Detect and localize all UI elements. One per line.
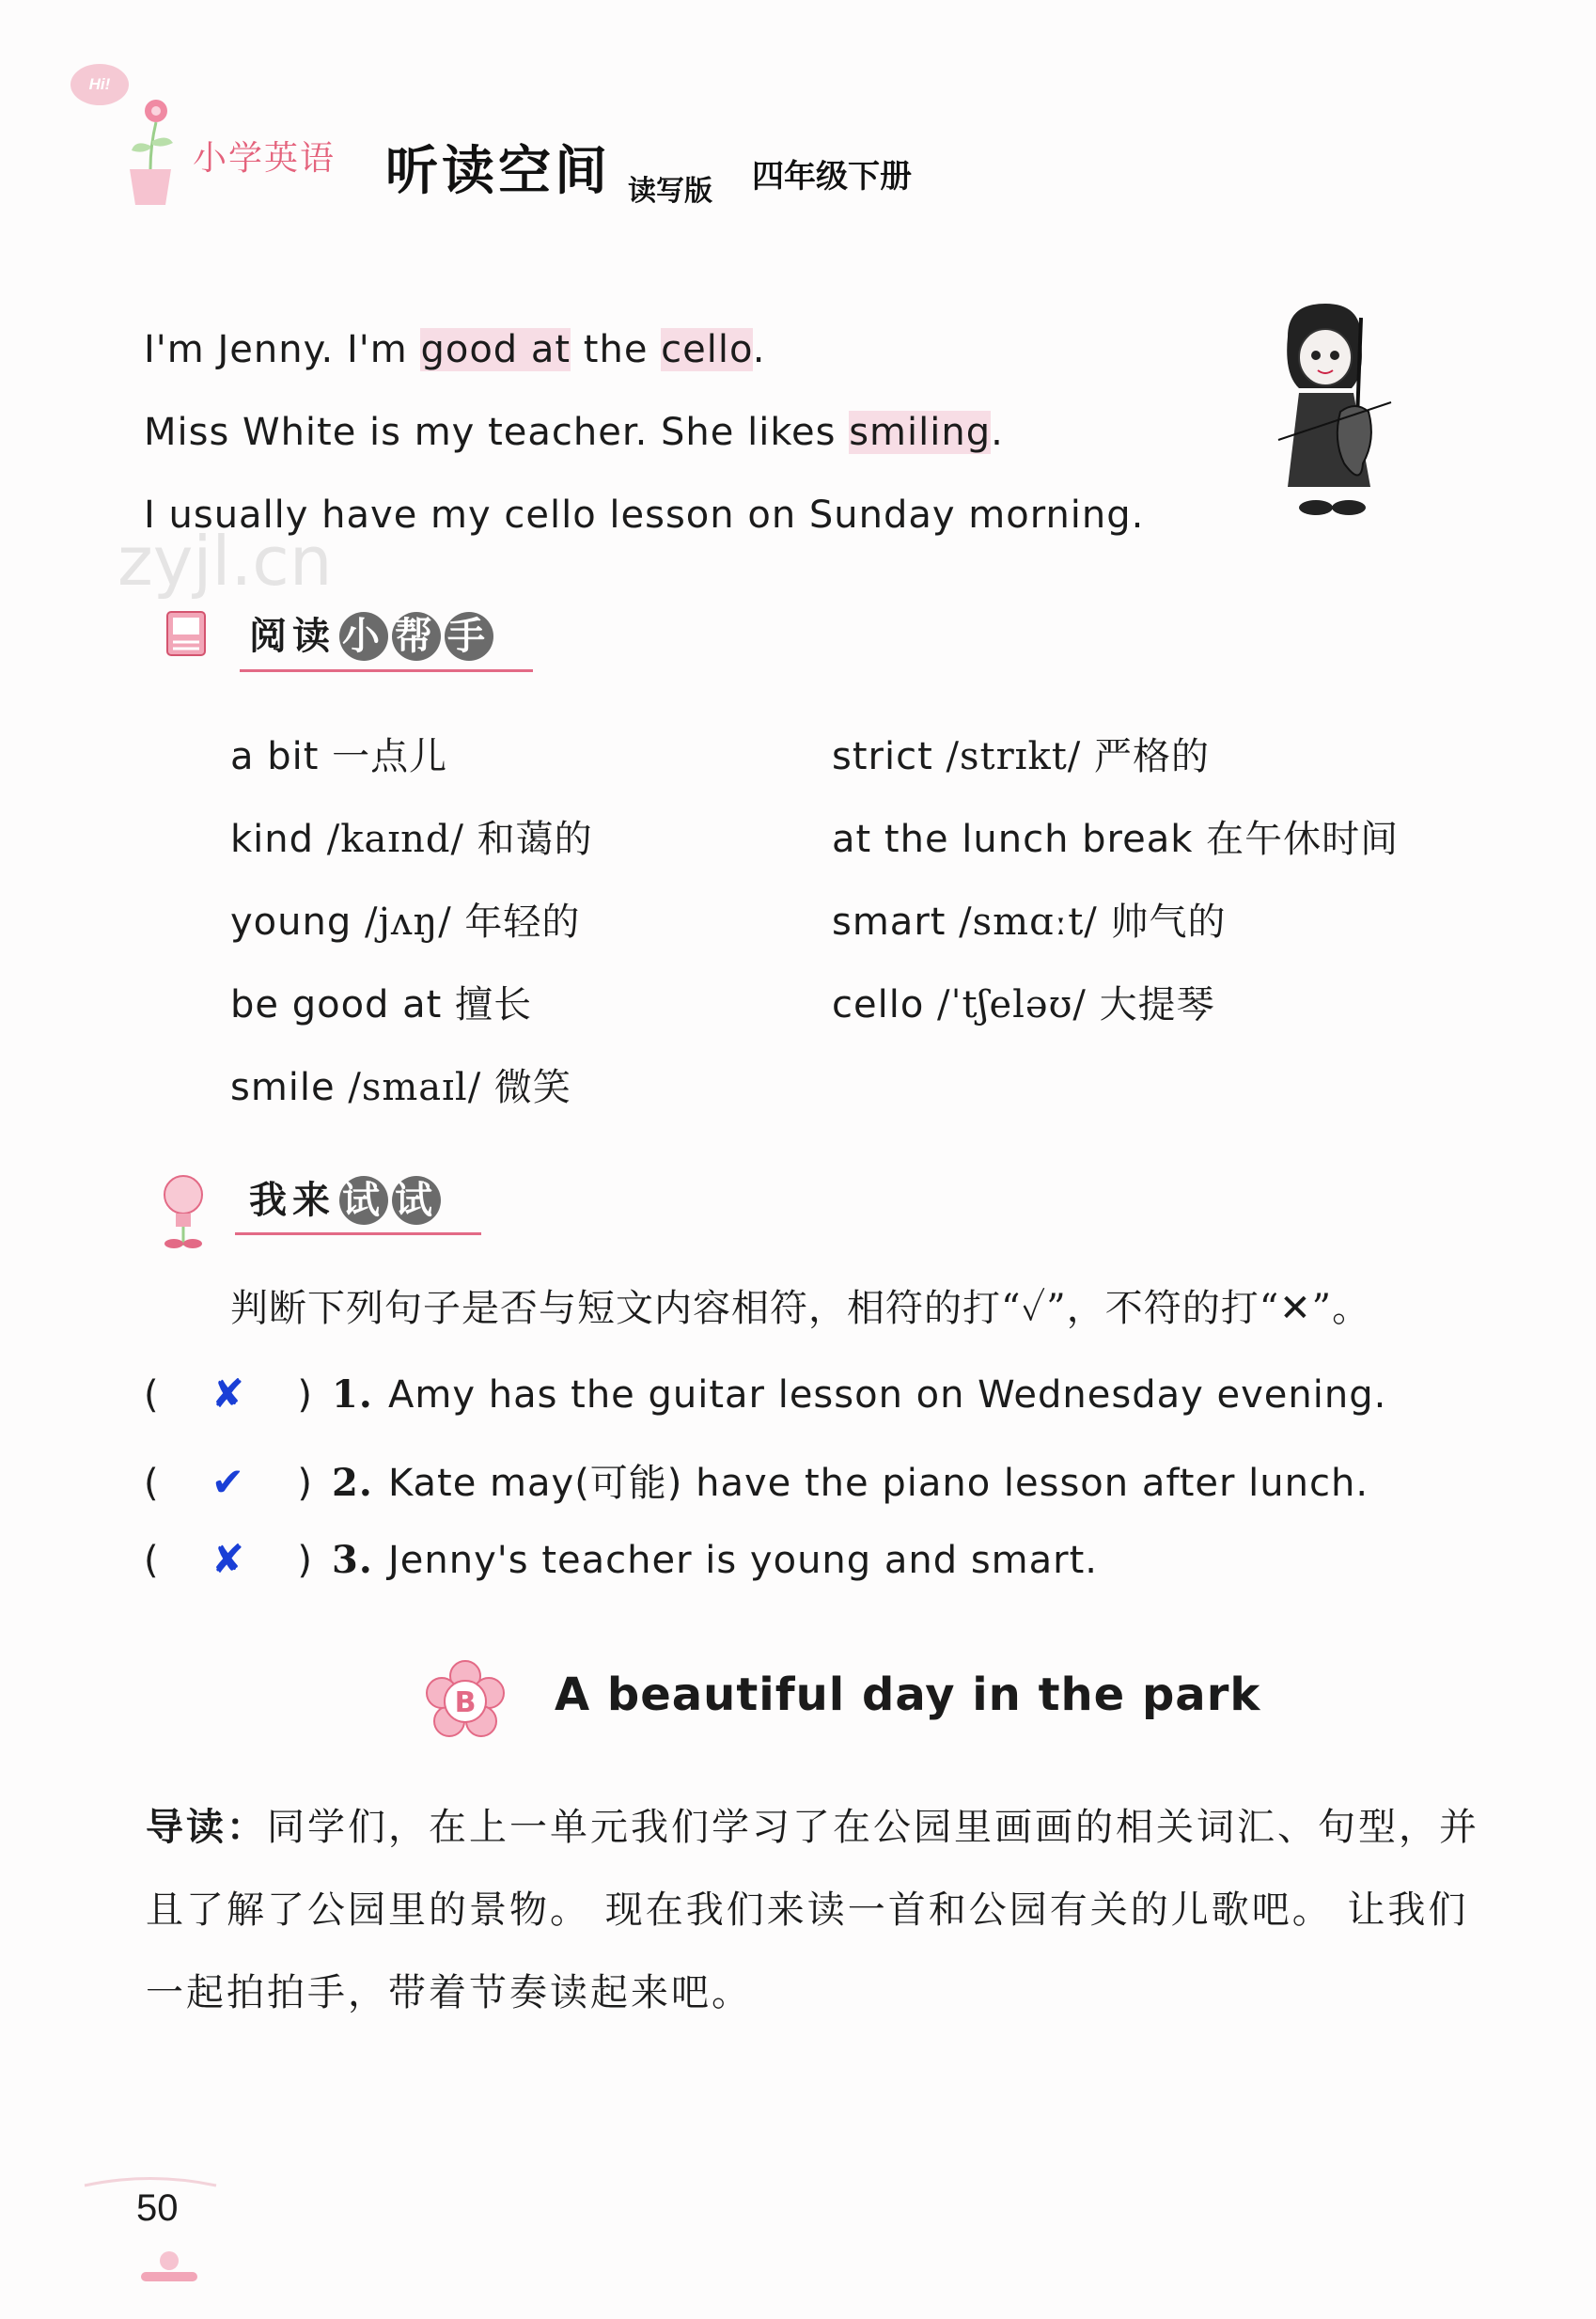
vocab-item: kind /kaɪnd/ 和蔼的 xyxy=(230,818,593,861)
exercise-item-1: ( ✘ ) 1. Amy has the guitar lesson on Wednesday evening. xyxy=(144,1371,1387,1417)
vocab-item: smart /smɑːt/ 帅气的 xyxy=(832,901,1227,944)
exercise-item-2: ( ✔ ) 2. Kate may(可能) have the piano lesson after lunch. xyxy=(144,1459,1369,1505)
vocab-item: be good at 擅长 xyxy=(230,983,533,1026)
guide-text: 同学们，在上一单元我们学习了在公园里画画的相关词汇、句型，并且了解了公园里的景物。 现在我们来读一首和公园有关的儿歌吧。 让我们一起拍拍手，带着节奏读起来吧。 xyxy=(146,1806,1479,2014)
section-underline xyxy=(235,1232,481,1235)
girl-playing-cello-illustration xyxy=(1250,299,1400,525)
edition-label: 读写版 xyxy=(628,175,712,208)
flower-pot-icon xyxy=(122,94,179,207)
watermark: zyjl.cn xyxy=(117,522,333,601)
lightbulb-icon xyxy=(155,1170,211,1255)
book-icon xyxy=(160,606,216,663)
try-section-title: 我来 试 试 xyxy=(249,1170,441,1225)
book-brand-title: 听读空间 xyxy=(385,141,611,202)
vocab-item: young /jʌŋ/ 年轻的 xyxy=(230,901,581,944)
title-badge: 试 xyxy=(339,1176,388,1225)
guide-label: 导读： xyxy=(146,1805,267,1849)
svg-text:B: B xyxy=(454,1686,477,1719)
vocab-item: strict /strɪkt/ 严格的 xyxy=(832,735,1210,778)
section-b-flower-badge xyxy=(423,1659,508,1744)
title-badge: 手 xyxy=(445,612,493,661)
vocab-list-left xyxy=(230,727,593,1140)
exercise-instruction: 判断下列句子是否与短文内容相符，相符的打“✓”，不符的打“✕”。 xyxy=(230,1287,1371,1330)
vocab-list-right xyxy=(832,727,1399,1058)
grade-label: 四年级下册 xyxy=(752,158,912,196)
title-badge: 试 xyxy=(392,1176,441,1225)
vocab-item: smile /smaɪl/ 微笑 xyxy=(230,1066,571,1109)
vocab-item: cello /ˈtʃeləʊ/ 大提琴 xyxy=(832,983,1215,1026)
exercise-item-3: ( ✘ ) 3. Jenny's teacher is young and smart. xyxy=(144,1536,1098,1582)
passage-line-1: I'm Jenny. I'm good at the cello. xyxy=(144,328,766,371)
cross-mark-icon: ✘ xyxy=(211,1536,246,1582)
check-mark-icon: ✔ xyxy=(211,1459,246,1505)
highlight-good-at: good at xyxy=(420,328,571,371)
vocab-item: a bit 一点儿 xyxy=(230,735,448,778)
series-name: 小学英语 xyxy=(193,139,336,178)
title-badge: 帮 xyxy=(392,612,441,661)
title-badge: 小 xyxy=(339,612,388,661)
passage-line-2: Miss White is my teacher. She likes smiling. xyxy=(144,411,1004,454)
guide-paragraph xyxy=(146,1786,1480,2034)
hi-badge: Hi! xyxy=(70,64,129,105)
highlight-cello: cello xyxy=(661,328,753,371)
section-underline xyxy=(240,669,533,672)
reading-helper-title: 阅读 小 帮 手 xyxy=(249,606,493,661)
vocab-item: at the lunch break 在午休时间 xyxy=(832,818,1400,861)
passage-line-3: I usually have my cello lesson on Sunday morning. xyxy=(144,494,1145,537)
highlight-smiling: smiling xyxy=(849,411,992,454)
cross-mark-icon: ✘ xyxy=(211,1371,246,1417)
section-b-title: A beautiful day in the park xyxy=(555,1669,1261,1721)
page-number: 50 xyxy=(136,2187,179,2229)
